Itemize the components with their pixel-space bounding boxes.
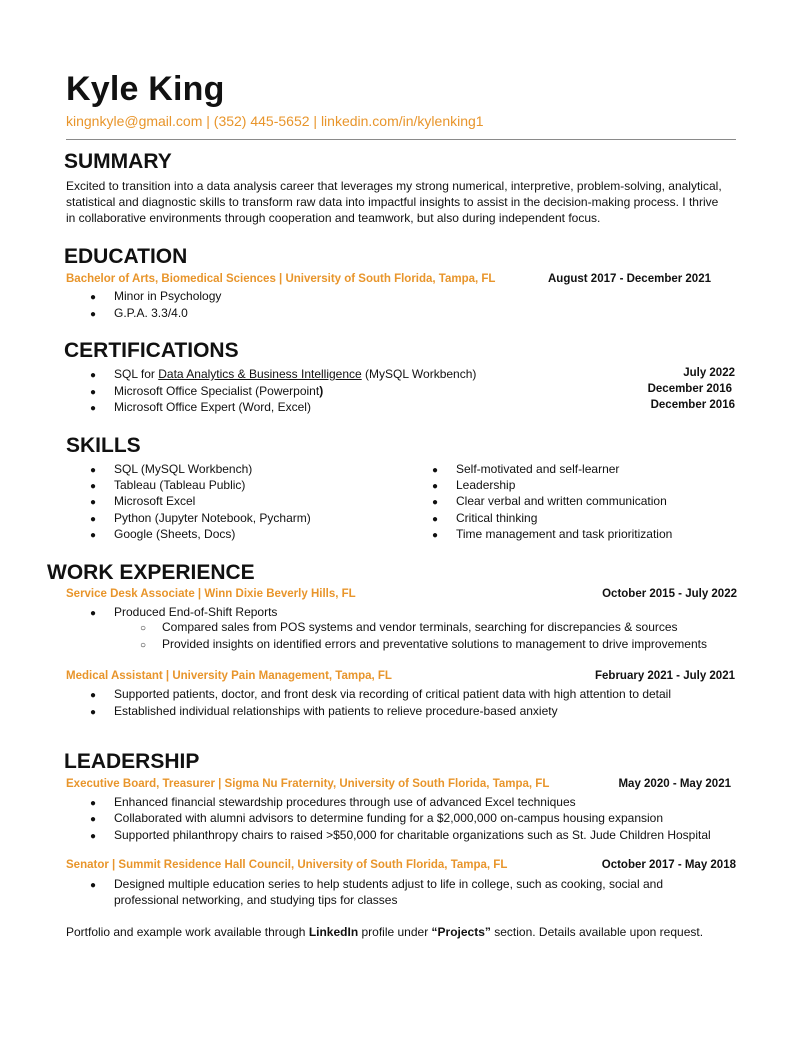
list-item: ● Microsoft Excel [90, 494, 196, 508]
role-date: October 2017 - May 2018 [601, 859, 736, 871]
list-item: ● Google (Sheets, Docs) [90, 527, 236, 541]
footer-note: Portfolio and example work available through LinkedIn profile under “Projects” section. Details available upon request. [66, 925, 704, 939]
list-item: ● Python (Jupyter Notebook, Pycharm) [90, 511, 311, 525]
list-item: ● Critical thinking [432, 511, 538, 525]
education-date: August 2017 - December 2021 [548, 273, 711, 285]
list-item: ● Supported philanthropy chairs to raised >$50,000 for charitable organizations such as St. Jude Children Hospital [90, 828, 711, 842]
education-org: Bachelor of Arts, Biomedical Sciences | University of South Florida, Tampa, FL [66, 273, 496, 285]
list-item: ● Self-motivated and self-learner [432, 462, 620, 476]
summary-line-3: in collaborative environments through cooperation and teamwork, but also during independent focus. [66, 211, 601, 225]
education-heading: EDUCATION [64, 245, 188, 268]
sub-list-item: ○ Provided insights on identified errors and preventative solutions to management to drive improvements [140, 637, 707, 651]
sub-list-item: ○ Compared sales from POS systems and vendor terminals, searching for discrepancies & sources [140, 620, 678, 634]
job-date: October 2015 - July 2022 [602, 588, 737, 600]
list-item: ● SQL for Data Analytics & Business Intelligence (MySQL Workbench) [90, 367, 477, 381]
job-date: February 2021 - July 2021 [595, 670, 735, 682]
list-item: ● Microsoft Office Specialist (Powerpoint) [90, 384, 324, 398]
role-org: Senator | Summit Residence Hall Council, University of South Florida, Tampa, FL [66, 859, 508, 871]
role-org: Executive Board, Treasurer | Sigma Nu Fraternity, University of South Florida, Tampa, FL [66, 778, 550, 790]
list-item: ● Clear verbal and written communication [432, 494, 667, 508]
list-item: ● G.P.A. 3.3/4.0 [90, 306, 188, 320]
contact-line: kingnkyle@gmail.com | (352) 445-5652 | linkedin.com/in/kylenking1 [66, 113, 484, 129]
list-item: ● Leadership [432, 478, 516, 492]
skills-heading: SKILLS [66, 434, 141, 457]
list-item-continuation: professional networking, and studying tips for classes [114, 893, 398, 907]
work-heading: WORK EXPERIENCE [47, 561, 255, 584]
header-divider [66, 139, 736, 140]
list-item: ● Minor in Psychology [90, 289, 222, 303]
list-item: ● Tableau (Tableau Public) [90, 478, 246, 492]
summary-line-2: statistical and diagnostic skills to transform raw data into impactful insights to assist in the decision-making process. I thrive [66, 195, 719, 209]
certifications-heading: CERTIFICATIONS [64, 339, 239, 362]
list-item: ● Collaborated with alumni advisors to determine funding for a $2,000,000 on-campus housing expansion [90, 811, 664, 825]
list-item: ● Designed multiple education series to help students adjust to life in college, such as cooking, social and [90, 877, 663, 891]
certification-date: December 2016 [650, 399, 735, 411]
list-item: ● Established individual relationships with patients to relieve procedure-based anxiety [90, 704, 558, 718]
job-org: Medical Assistant | University Pain Management, Tampa, FL [66, 670, 392, 682]
list-item: ● Microsoft Office Expert (Word, Excel) [90, 400, 311, 414]
leadership-heading: LEADERSHIP [64, 750, 200, 773]
role-date: May 2020 - May 2021 [618, 778, 731, 790]
list-item: ● Supported patients, doctor, and front desk via recording of critical patient data with high attention to detail [90, 687, 672, 701]
certification-link[interactable]: Data Analytics & Business Intelligence [158, 367, 362, 381]
list-item: ● Time management and task prioritization [432, 527, 673, 541]
list-item: ● SQL (MySQL Workbench) [90, 462, 253, 476]
summary-line-1: Excited to transition into a data analysis career that leverages my strong numerical, interpretive, problem-solving, analytical, [66, 179, 722, 193]
certification-date: December 2016 [647, 383, 732, 395]
list-item: ● Produced End-of-Shift Reports [90, 605, 278, 619]
candidate-name: Kyle King [66, 70, 225, 108]
summary-heading: SUMMARY [64, 150, 172, 173]
list-item: ● Enhanced financial stewardship procedures through use of advanced Excel techniques [90, 795, 576, 809]
job-org: Service Desk Associate | Winn Dixie Beverly Hills, FL [66, 588, 356, 600]
certification-date: July 2022 [683, 367, 735, 379]
